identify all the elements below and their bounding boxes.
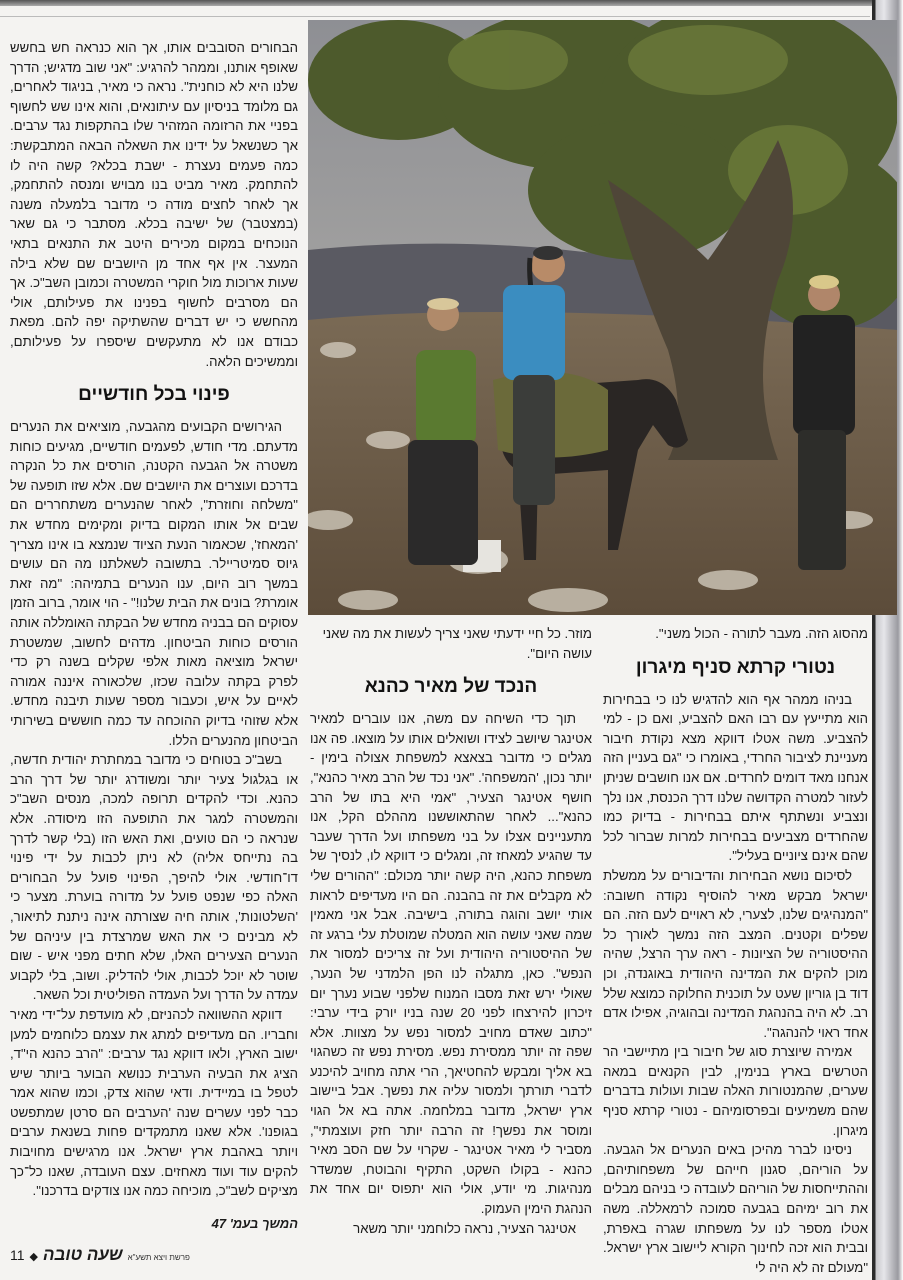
left-column-intro	[10, 38, 298, 371]
top-rule	[0, 16, 870, 17]
middle-column	[310, 709, 592, 1238]
paragraph: בשב"כ בטוחים כי מדובר במחתרת יהודית חדשה, או בגלגול צעיר יותר ומשודרג יותר של דרך הרב כהנא. וכדי להקדים תרופה למכה, מנסים השב"כ והמשטרה למגר את התופעה הזו מיסודה. אלא שנראה כי הם טועים, ואת האש הזו (בלי קשר לדרך בה נתייחס אליה) לא ניתן לכבות על ידי פינוי דו־חודשי. אולי להיפך, הפינוי פועל על הבחורים האלה כפי שנפט פועל על מדורה בוערת. מצער כי 'השלטונות', אותה חיה שצורתה אינה ניתנת לתיאור, לא מבינים כי את האש שמרצדת בין עיניהם של הנערים הצעירים האלו, שלא חתים מפני איש - שום שוטר לא יוכל לכבות, אולי להדליק. ושוב, בלי לקבוע עמדה על הדרך ועל העמדה הפוליטית וכל השאר.	[10, 752, 298, 1003]
section-heading-neturei-karta: נטורי קרתא סניף מיגרון	[635, 656, 836, 678]
paragraph: אמירה שיוצרת סוג של חיבור בין מתיישבי הר הטרשים בארץ בנימין, לבין הקנאים במאה שערים, שהמנטורות האלה שבות ועולות בדברים שהם משמיעים ובפרסומיהם - נטורי קרתא סניף מיגרון.	[603, 1044, 868, 1138]
section-heading-evacuation: פינוי בכל חודשיים	[78, 384, 230, 406]
right-column	[603, 690, 868, 1278]
photo-caption-right: מהסוג הזה. מעבר לתורה - הכול משני".	[655, 626, 868, 641]
paragraph: הבחורים הסובבים אותו, אך הוא כנראה חש בחשש שאופף אותנו, וממהר להרגיע: "אני שוב מדגיש; הדרך שלנו היא לא כוחנית". נראה כי מאיר, בניגוד לאחרים, גם מלומד בניסיון עם עיתונאים, והוא אינו שש לחשוף בפניי את הרזומה המזהיר שלו בהתקפות נגד ערבים. אך כשנשאל על ידינו את השאלה הבאה המתבקשת: כמה פעמים נעצרת - ישבת בכלא? קשה היה לו להתחמק. מאיר מביט בנו מבויש ומנסה להתחמק, אך לאחר לחצים מודה כי מדובר בלמעלה משנה (במצטבר) של ישיבה בכלא. מסתבר כי גם שאר הנוכחים במקום מכירים היטב את התנאים בתאי המעצר. אין אף אחד מן היושבים שם שלא בילה שעות ארוכות מול חוקרי המשטרה וכמובן השב"כ. אך הם מסרבים לחשוף בפנינו את פעילותם, אולי מהחשש כי יש דברים שהשתיקה יפה להם. מפאת כבודם אנו לא מתעקשים שיספרו על פעילותם, וממשיכים הלאה.	[10, 40, 298, 369]
section-heading-kahane-grandson: הנכד של מאיר כהנא	[364, 676, 538, 698]
left-column	[10, 38, 298, 1265]
left-column-section	[10, 417, 298, 1201]
photo-youths-with-donkey	[308, 20, 897, 615]
scan-top-edge	[0, 0, 903, 6]
middle-column-wrap	[310, 624, 592, 1238]
page-footer	[10, 1245, 298, 1265]
paragraph: ניסינו לברר מהיכן באים הנערים אל הגבעה. על הוריהם, סגנון חייהם של משפחותיהם, וההתייחסות של הוריהם לעובדה כי בניהם מבלים את רוב ימיהם בגבעה סמוכה לרמאללה. משה אטלו מספר לנו על משפחתו שגרה באפרת, ובבית הוא זכה לחינוך הקורא ליישוב ארץ ישראל. "מעולם זה לא היה לי	[603, 1142, 868, 1275]
issue-label: פרשת ויצא תשע"א	[127, 1252, 190, 1262]
paragraph: תוך כדי השיחה עם משה, אנו עוברים למאיר אטינגר שיושב לצידו ושואלים אותו על מוצאו. פה אנו מגלים כי מדובר בצאצא למשפחת אצולה בימין - יותר נכון, 'המשפחה'. "אני נכד של הרב מאיר כהנא", חושף אטינגר הצעיר, "אמי היא בתו של הרב כהנא"... לאחר שהתאוששנו מההלם הקל, אנו מתעניינים אצלו על בני משפחתו ועל הדרך שעבר עד שהגיע למאחז זה, ומגלים כי דווקא לו, לנסיך של משפחת כהנא, היה קשה יותר מכולם: "ההורים שלי לא מקבלים את זה בהבנה. הם היו מעדיפים לראות אותי יושב והוגה בתורה, בישיבה. אבל אני מאמין שמה שאני עושה הוא המטלה שמוטלת עלי ברגע זה של ההיסטוריה היהודית ועל זה צריכים למסור את הנפש". כאן, מתגלה לנו הפן הלמדני של הנער, שאולי ירש זאת מסבו המנוח שלפני שבוע נערך יום זיכרון להירצחו לפני 20 שנה בניו יורק בידי ערבי: "כתוב שאדם מחויב למסור נפש על מצוות. אלא שפה זה יותר ממסירת נפש. מסירת נפש זה כשהגוי בא אליך ומבקש להחטיאך, הרי אתה מחויב להיכנע לדברי תורתך ולמסור עליה את נפשך. אבל ביישוב ארץ ישראל, מדובר במלחמה. אתה בא אל הגוי ומוסר את נפשך! זה הרבה יותר חזק ועוצמתי", מסביר לי מאיר אטינגר - שקרוי על שם הסב מאיר כהנא - בקולו השקט, התקיף והבוטח, שמשדר מנהיגות. מי יודע, אולי הוא יתפוס יום אחד את הנהגת הימין העמוק.	[310, 711, 592, 1217]
paragraph: אטינגר הצעיר, נראה כלוחמני יותר משאר	[353, 1220, 576, 1236]
paragraph: לסיכום נושא הבחירות והדיבורים על ממשלת ישראל מבקש מאיר להוסיף נקודה חשובה: "המנהיגים שלנו, לצערי, לא ראויים לעם הזה. הם שפלים וקטנים. המצב הזה נמשך לאורך כל ההיסטוריה של הציונות - ראה ערך הרצל, שהיה מוכן להקים את המדינה היהודית באוגנדה, וכן דוד בן גוריון שעט על תוכנית החלוקה כמוצא שלל רב. לא היה בהנהגת המדינה ובהוגיה, אפילו אדם אחד ראוי להנהגה".	[603, 867, 868, 1040]
article-photo	[308, 20, 897, 615]
right-column-wrap	[603, 624, 868, 1277]
diamond-icon: ◆	[29, 1250, 39, 1263]
paragraph: בניהו ממהר אף הוא להדגיש לנו כי בבחירות הוא מתייעץ עם רבו האם להצביע, ואם כן - למי להצביע. משה אטלו דווקא מצא נקודת חיבור מעניינת לציבור החרדי, באומרו כי "גם בעניין הזה אנחנו מאד דומים לחרדים. אם אנו חושבים שניתן לעזור למטרה הקדושה שלנו דרך הכנסת, אנו נלך ונצביע ונשתתף איתם בבחירות - בדיוק כמו שהחרדים מצביעים בבחירות למרות שברור לכל שהם אינם ציוניים בעליל".	[603, 691, 868, 864]
paragraph: דווקא ההשוואה לכהניזם, לא מועדפת על־ידי מאיר וחבריו. הם מעדיפים למתג את עצמם כלוחמים למען ישוב הארץ, ולאו דווקא נגד ערבים: "הרב כהנא הי"ד, הציג את הבעיה הערבית כנושא הבוער ביותר שיש לטפל בו במיידית. ודאי שהוא צדק, וכמו שהוא אמר כבר לפני עשרים שנה 'הערבים הם סרטן שמתפשט בגופנו'. אלא שאנו מתמקדים פחות בשנאת ערבים ויותר באהבת ארץ ישראל. אנו מרגישים מחויבות להקים עוד ועוד מאחזים. עצם העובדה, שאנו כל־כך מציקים לשב"כ, מוכיחה כמה אנו צודקים בדרכנו".	[10, 1006, 298, 1199]
magazine-logo: שעה טובה	[43, 1244, 123, 1264]
paragraph: הגירושים הקבועים מהגבעה, מוציאים את הנערים מדעתם. מדי חודש, לפעמים חודשיים, מגיעים כוחות משטרה אל הגבעה הקטנה, הורסים את כל הנקרה בדרכם ועוצרים את היושבים שם. אלא שזו תופעה של "משלחה וחוזרת", לאחר שהנערים משתחררים הם שבים אל אותו המקום בדיוק ומקימים מחדש את 'המאחז', שכאמור הנעת הציוד שנמצא בו אינו מצריך גיוס סמיטריילר. בתשובה לשאלתנו מה הם עושים במשך רוב היום, ענו הנערים בתמיהה: "מה זאת אומרת? בונים את הבית שלנו!" - הוי אומר, ברוב הזמן עסוקים הם בבניה מחדש של הבקתה האומללה אותה הורסים כוחות הביטחון. מדהים לחשוב, שמשטרת ישראל מוציאה מאות אלפי שקלים בשנה רק כדי לפרק בקתה עלובה שכזו, שלכאורה איננה אמורה לאיים על איש, וכעבור מספר שעות תיבנה מחדש. אלא שזוהי בדיוק ההוכחה עד כמה חוששים בשירותי הביטחון מהנערים הללו.	[10, 419, 298, 748]
page-number: 11	[10, 1246, 25, 1263]
continued-on-page: המשך בעמ' 47	[211, 1215, 298, 1231]
photo-caption-middle: מוזר. כל חיי ידעתי שאני צריך לעשות את מה שאני עושה היום".	[322, 626, 592, 661]
